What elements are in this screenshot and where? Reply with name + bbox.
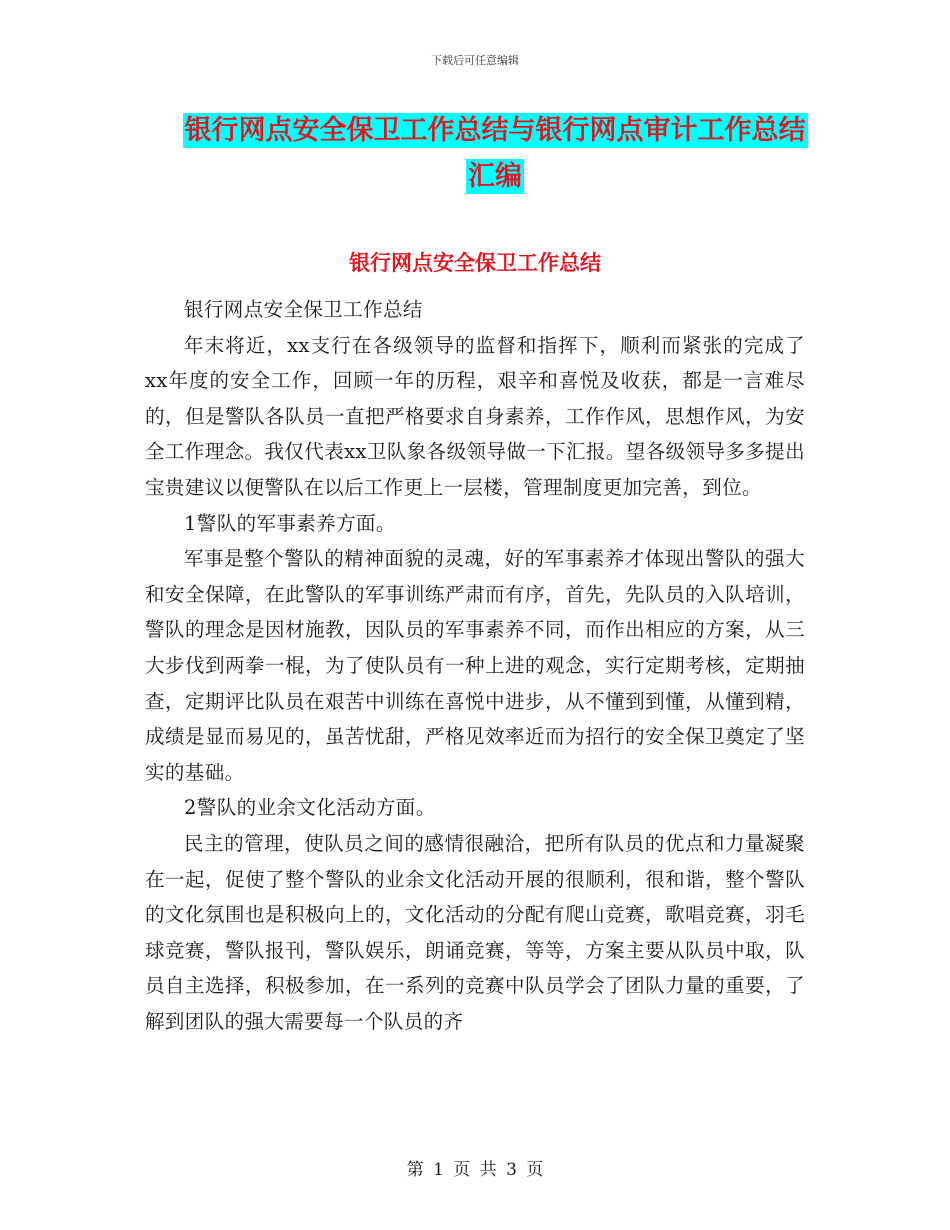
document-title-line-1: 银行网点安全保卫工作总结与银行网点审计工作总结 — [184, 115, 806, 146]
document-title — [140, 108, 850, 200]
page-footer: 第 1 页 共 3 页 — [406, 1160, 544, 1180]
paragraph-heading-1: 1警队的军事素养方面。 — [184, 511, 396, 535]
section-title: 银行网点安全保卫工作总结 — [349, 251, 601, 275]
paragraph-intro: 年末将近，xx支行在各级领导的监督和指挥下，顺利而紧张的完成了xx年度的安全工作，回顾一年的历程，艰辛和喜悦及收获，都是一言难尽的，但是警队各队员一直把严格要求自身素养，工作作风，思想作风，为安全工作理念。我仅代表xx卫队象各级领导做一下汇报。望各级领导多多提出宝贵建议以便警队在以后工作更上一层楼，管理制度更加完善，到位。 — [145, 333, 805, 499]
header-note: 下载后可任意编辑 — [431, 54, 519, 67]
body-text — [145, 292, 805, 1039]
paragraph-subtitle: 银行网点安全保卫工作总结 — [184, 298, 423, 321]
paragraph-culture: 民主的管理，使队员之间的感情很融洽，把所有队员的优点和力量凝聚在一起，促使了整个警队的业余文化活动开展的很顺利，很和谐，整个警队的文化氛围也是积极向上的，文化活动的分配有爬山竞赛，歌唱竞赛，羽毛球竞赛，警队报刊，警队娱乐，朗诵竞赛，等等，方案主要从队员中取，队员自主选择，积极参加，在一系列的竞赛中队员学会了团队力量的重要，了解到团队的强大需要每一个队员的齐 — [145, 831, 805, 1033]
paragraph-heading-2: 2警队的业余文化活动方面。 — [184, 796, 436, 820]
document-title-line-2: 汇编 — [468, 161, 522, 192]
paragraph-military: 军事是整个警队的精神面貌的灵魂，好的军事素养才体现出警队的强大和安全保障，在此警队的军事训练严肃而有序，首先，先队员的入队培训，警队的理念是因材施教，因队员的军事素养不同，而作出相应的方案，从三大步伐到两拳一棍，为了使队员有一种上进的观念，实行定期考核，定期抽查，定期评比队员在艰苦中训练在喜悦中进步，从不懂到到懂，从懂到精，成绩是显而易见的，虽苦忧甜，严格见效率近而为招行的安全保卫奠定了坚实的基础。 — [145, 547, 805, 784]
